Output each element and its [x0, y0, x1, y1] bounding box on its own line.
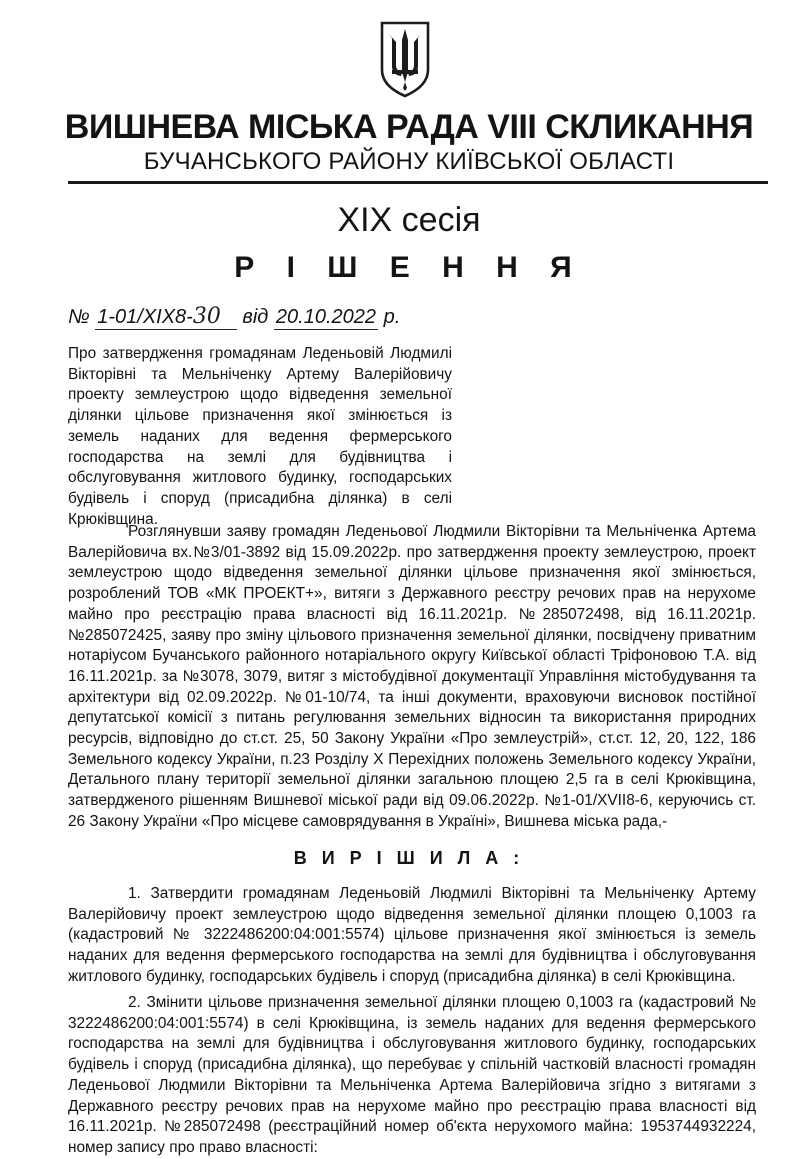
- district-line: БУЧАНСЬКОГО РАЙОНУ КИЇВСЬКОЇ ОБЛАСТІ: [143, 148, 675, 175]
- resolved-heading: В И Р І Ш И Л А :: [293, 848, 525, 868]
- decision-number-line: [68, 304, 400, 330]
- resolution-item-1: 1. Затвердити громадянам Леденьовій Людмилі Вікторівні та Мельніченку Артему Валерійовичу проект землеустрою щодо відведення земельної ділянки площею 0,1003 га (кадастровий № 3222486200:04:001:5574) цільове призначення якої змінюється із земель наданих для ведення фермерського господарства на землі для будівництва і обслуговування житлового будинку, господарських будівель і споруд (присадибна ділянка) в селі Крюківщина.: [68, 885, 756, 985]
- decision-subject: Про затвердження громадянам Леденьовій Людмилі Вікторівні та Мельніченку Артему Валерійовичу проекту землеустрою щодо відведення земельної ділянки цільове призначення якої змінюється із земель наданих для ведення фермерського господарства на землі для будівництва і обслуговування житлового будинку, господарських будівель і споруд (присадибна ділянка) в селі Крюківщина.: [68, 345, 452, 528]
- number-prefix: №: [68, 306, 90, 328]
- decision-date: 20.10.2022: [275, 306, 377, 328]
- date-suffix: р.: [383, 306, 401, 328]
- header-divider: [68, 181, 768, 184]
- tryzub-coat-of-arms-icon: [379, 20, 431, 98]
- preamble-paragraph: Розглянувши заяву громадян Леденьової Людмили Вікторівни та Мельніченка Артема Валерійовича вх.№3/01-3892 від 15.09.2022р. про затвердження проекту землеустрою, проект землеустрою щодо відведення земельної ділянки цільове призначення якої змінюється, розроблений ТОВ «МК ПРОЕКТ+», витяги з Державного реєстру речових прав на нерухоме майно про реєстрацію права власності від 16.11.2021р. №285072498, від 16.11.2021р. №285072425, заяву про зміну цільового призначення земельної ділянки, посвідчену приватним нотаріусом Бучанського районного нотаріального округу Київської області Тріфоновою Т.А. від 16.11.2021р. за №3078, 3079, витяг з містобудівної документації Управління містобудування та архітектури від 02.09.2022р. №01-10/74, та інші документи, враховуючи висновок постійної депутатської комісії з питань регулювання земельних відносин та використання природних ресурсів, відповідно до ст.ст. 25, 50 Закону України «Про землеустрій», ст.ст. 12, 20, 122, 186 Земельного кодексу України, п.23 Розділу X Перехідних положень Земельного кодексу України, Детального плану території земельної ділянки загальною площею 2,5 га в селі Крюківщина, затвердженого рішенням Вишневої міської ради від 09.06.2022р. №1-01/XVII8-6, керуючись ст. 26 Закону України «Про місцеве самоврядування в Україні», Вишнева міська рада,-: [68, 523, 756, 830]
- session-title: XIX сесія: [337, 201, 481, 239]
- decision-number-printed: 1-01/XIX8-: [97, 306, 193, 328]
- date-prefix: від: [242, 306, 269, 328]
- document-type-title: Р І Ш Е Н Н Я: [234, 251, 584, 284]
- council-name: ВИШНЕВА МІСЬКА РАДА VIII СКЛИКАННЯ: [64, 108, 754, 146]
- resolution-item-2: 2. Змінити цільове призначення земельної ділянки площею 0,1003 га (кадастровий № 3222486200:04:001:5574) в селі Крюківщина, із земель наданих для ведення фермерського господарства на землі для будівництва і обслуговування житлового будинку, господарських будівель і споруд (присадибна ділянка), що перебуває у спільній частковій власності громадян Леденьової Людмили Вікторівни та Мельніченка Артема Валерійовича згідно з витягами з Державного реєстру речових прав на нерухоме майно про реєстрацію права власності від 16.11.2021р. №285072498 (реєстраційний номер об'єкта нерухомого майна: 1953744932224, номер запису про право власності:: [68, 994, 756, 1156]
- decision-number-handwritten: 30: [192, 304, 221, 329]
- decision-number: [95, 304, 237, 330]
